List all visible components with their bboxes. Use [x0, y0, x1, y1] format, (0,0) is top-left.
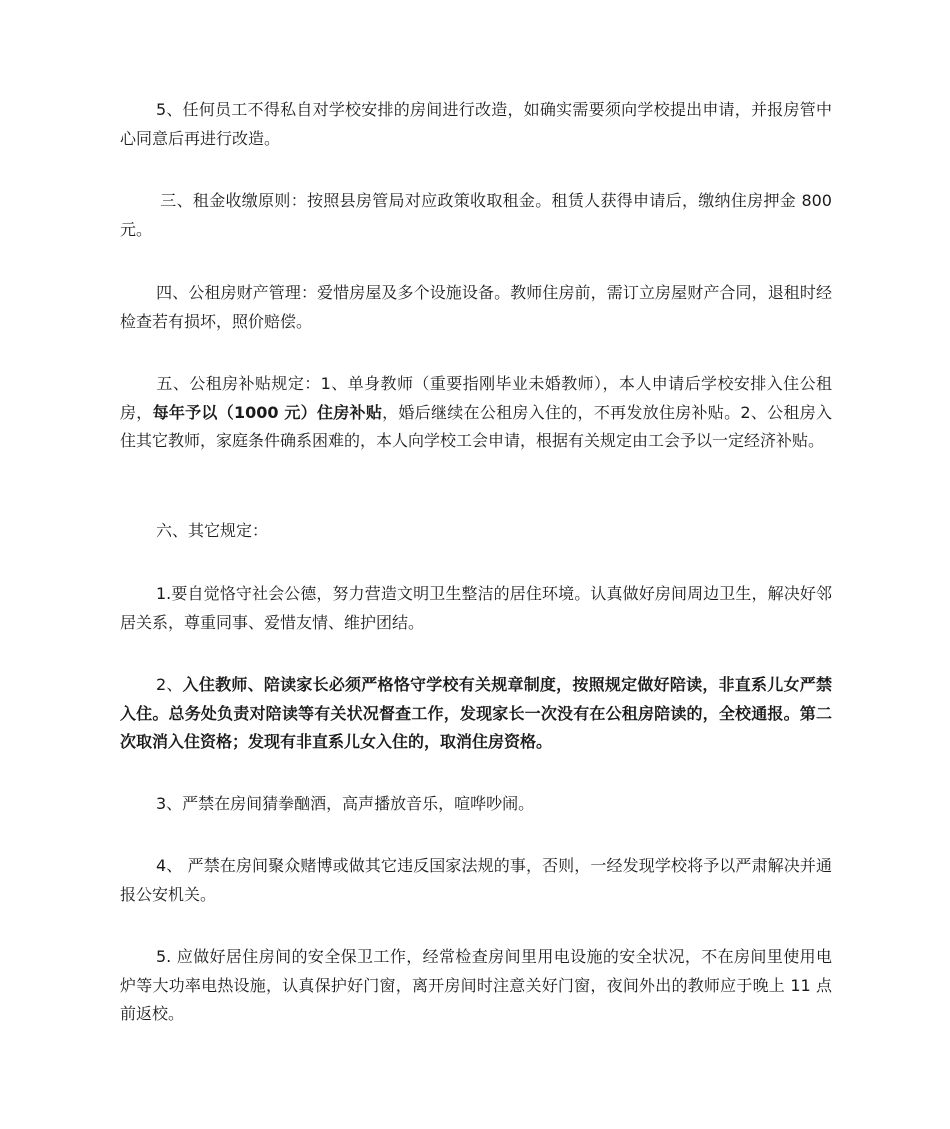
- paragraph-housing-subsidy: [120, 370, 832, 456]
- paragraph-text: 4、 严禁在房间聚众赌博或做其它违反国家法规的事，否则，一经发现学校将予以严肃解决并通报公安机关。: [120, 856, 832, 904]
- paragraph-rule-4: [120, 852, 832, 909]
- paragraph-rule-1: [120, 580, 832, 637]
- paragraph-text: 5. 应做好居住房间的安全保卫工作，经常检查房间里用电设施的安全状况，不在房间里使用电炉等大功率电热设施，认真保护好门窗，离开房间时注意关好门窗，夜间外出的教师应于晚上 11 点前返校。: [120, 947, 832, 1023]
- paragraph-text: 六、其它规定：: [156, 521, 269, 540]
- paragraph-text-bold-segment: 每年予以（1000 元）住房补贴: [152, 402, 383, 422]
- paragraph-rule-3: [120, 790, 832, 819]
- paragraph-rent-collection: [120, 187, 832, 244]
- paragraph-text-segment: ，婚后继续在公租房入住的，不再发放住房补贴。2、公租房入住其它教师，家庭条件确系困难的，本人向学校工会申请，根据有关规定由工会予以一定经济补贴。: [120, 402, 832, 450]
- paragraph-text-segment: 五、公租房补贴规定：1、单身教师（重要指刚毕业未婚教师），本人申请后学校安排入住公租房，: [120, 374, 832, 422]
- paragraph-rule-5: [120, 96, 832, 153]
- paragraph-text: 四、公租房财产管理：爱惜房屋及多个设施设备。教师住房前，需订立房屋财产合同，退租时经检查若有损坏，照价赔偿。: [120, 283, 832, 331]
- paragraph-text: 三、租金收缴原则：按照县房管局对应政策收取租金。租赁人获得申请后，缴纳住房押金 800 元。: [120, 191, 832, 239]
- paragraph-rule-5-safety: [120, 943, 832, 1029]
- paragraph-text-bold-segment: 入住教师、陪读家长必须严格恪守学校有关规章制度，按照规定做好陪读，非直系儿女严禁入住。总务处负责对陪读等有关状况督查工作，发现家长一次没有在公租房陪读的，全校通报。第二次取消入住资格；发现有非直系儿女入住的，取消住房资格。: [120, 675, 832, 751]
- paragraph-text: 3、严禁在房间猜拳酗酒，高声播放音乐，喧哗吵闹。: [156, 794, 535, 813]
- paragraph-rule-2: [120, 671, 832, 757]
- paragraph-text: 5、任何员工不得私自对学校安排的房间进行改造，如确实需要须向学校提出申请，并报房管中心同意后再进行改造。: [120, 100, 832, 148]
- paragraph-text-segment: 2、: [156, 675, 183, 694]
- paragraph-text: 1.要自觉恪守社会公德，努力营造文明卫生整洁的居住环境。认真做好房间周边卫生，解决好邻居关系，尊重同事、爱惜友情、维护团结。: [120, 584, 832, 632]
- paragraph-other-rules-heading: [120, 517, 832, 546]
- paragraph-property-management: [120, 279, 832, 336]
